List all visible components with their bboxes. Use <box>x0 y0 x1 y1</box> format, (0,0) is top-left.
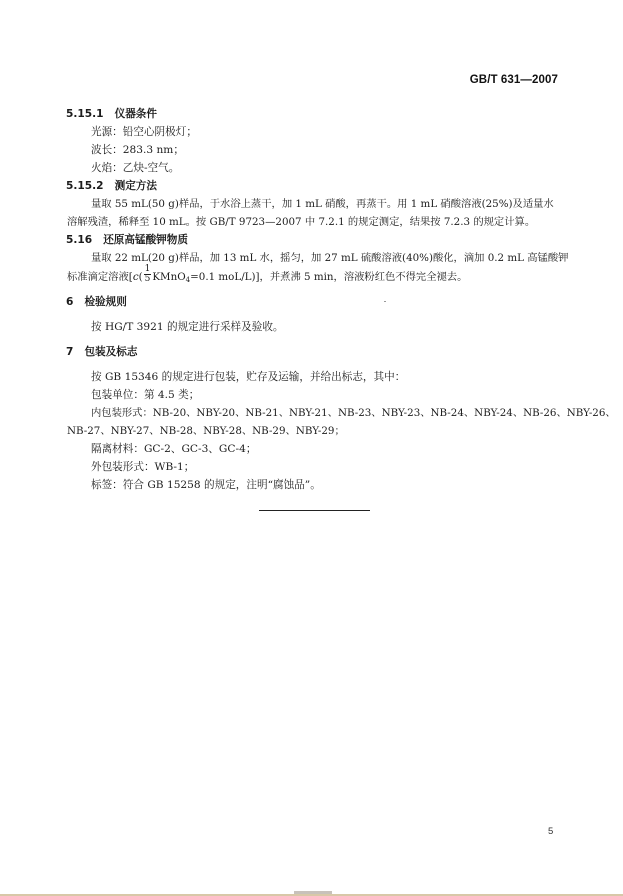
text-line: NB-27、NBY-27、NB-28、NBY-28、NB-29、NBY-29； <box>67 425 345 437</box>
section-number: 5.15.1 <box>66 108 104 120</box>
section-heading-5-15-2 <box>66 179 157 193</box>
formula-line <box>67 263 468 287</box>
text-fragment: =0.1 moL/L)]，并煮沸 5 min，溶液粉红色不得完全褪去。 <box>190 271 468 283</box>
section-number: 7 <box>66 346 74 358</box>
section-number: 6 <box>66 296 74 308</box>
fraction-denominator: 5 <box>144 273 151 284</box>
fraction-numerator: 1 <box>144 263 151 274</box>
page-number: 5 <box>548 826 554 837</box>
fraction <box>144 265 152 284</box>
section-title: 检验规则 <box>84 296 127 308</box>
section-heading-6 <box>66 295 127 309</box>
text-fragment: ( <box>138 271 143 283</box>
text-line: 标签：符合 GB 15258 的规定，注明“腐蚀品”。 <box>91 479 321 491</box>
formula-variable: c <box>132 271 139 283</box>
text-line: 隔离材料：GC-2、GC-3、GC-4； <box>91 443 257 455</box>
text-line: 按 HG/T 3921 的规定进行采样及验收。 <box>91 321 284 333</box>
section-title: 包装及标志 <box>84 346 138 358</box>
section-title: 仪器条件 <box>114 108 157 120</box>
scan-artifact <box>384 301 386 302</box>
section-number: 5.15.2 <box>66 180 104 192</box>
section-title: 还原高锰酸钾物质 <box>103 234 188 246</box>
text-line: 包装单位：第 4.5 类； <box>91 389 200 401</box>
text-line: 光源：铅空心阴极灯； <box>91 126 197 138</box>
text-line: 量取 55 mL(50 g)样品，于水浴上蒸干，加 1 mL 硝酸，再蒸干。用 1 mL 硝酸溶液(25%)及适量水 <box>91 198 554 210</box>
section-number: 5.16 <box>66 234 93 246</box>
text-line: 按 GB 15346 的规定进行包装，贮存及运输，并给出标志，其中： <box>91 371 406 383</box>
end-of-document-rule <box>259 510 370 511</box>
section-heading-5-15-1 <box>66 107 157 121</box>
section-heading-7 <box>66 345 137 359</box>
text-line: 溶解残渣，稀释至 10 mL。按 GB/T 9723—2007 中 7.2.1 的规定测定，结果按 7.2.3 的规定计算。 <box>67 216 536 228</box>
text-line: 内包装形式：NB-20、NBY-20、NB-21、NBY-21、NB-23、NBY-23、NB-24、NBY-24、NB-26、NBY-26、 <box>91 407 616 419</box>
chemical-formula: KMnO <box>152 271 186 283</box>
text-fragment: 标准滴定溶液[ <box>67 271 133 283</box>
text-line: 量取 22 mL(20 g)样品，加 13 mL 水，摇匀，加 27 mL 硫酸溶液(40%)酸化，滴加 0.2 mL 高锰酸钾 <box>91 252 569 264</box>
standard-id-header: GB/T 631—2007 <box>469 74 558 86</box>
formula-subscript: 4 <box>185 276 191 284</box>
section-heading-5-16 <box>66 233 188 247</box>
section-title: 测定方法 <box>114 180 157 192</box>
text-line: 火焰：乙炔-空气。 <box>91 162 180 174</box>
text-line: 外包装形式：WB-1； <box>91 461 195 473</box>
text-line: 波长：283.3 nm； <box>91 144 184 156</box>
